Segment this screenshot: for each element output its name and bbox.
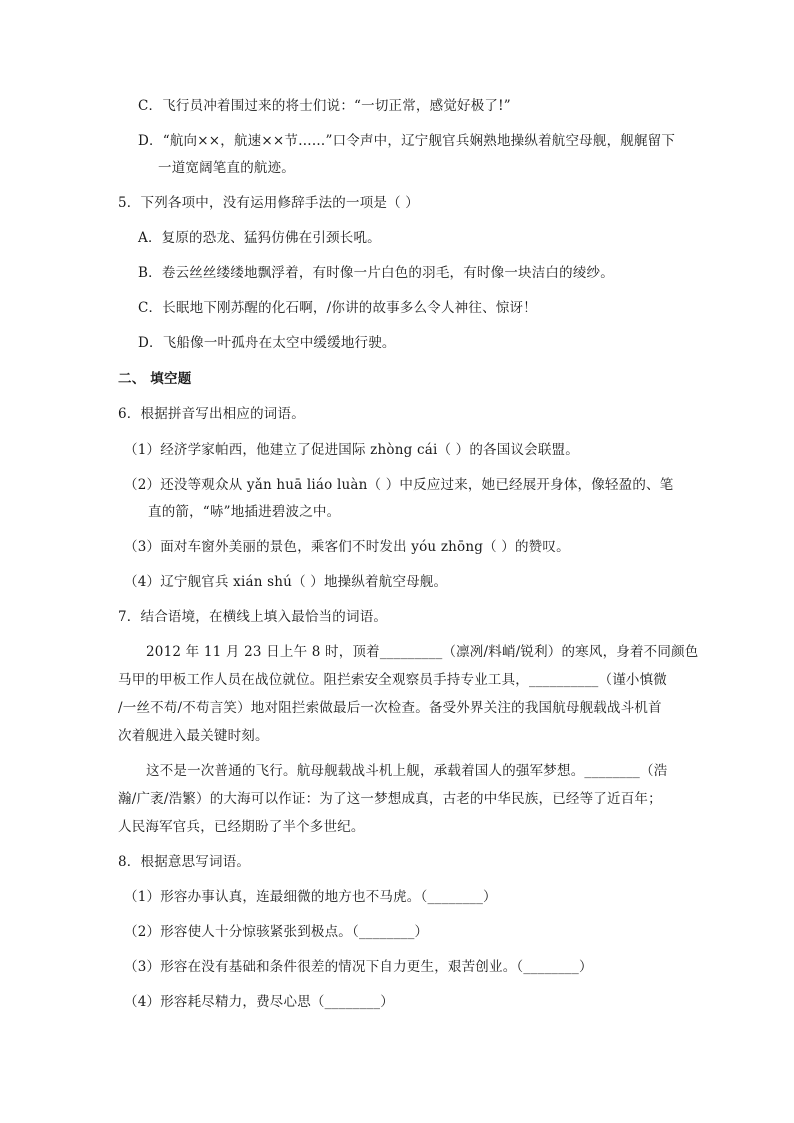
q5-option-b: B．卷云丝丝缕缕地飘浮着，有时像一片白色的羽毛，有时像一块洁白的绫纱。 [138, 265, 614, 281]
q5-option-d: D．飞船像一叶孤舟在太空中缓缓地行驶。 [138, 335, 396, 351]
q6-item-1: （1）经济学家帕西，他建立了促进国际 zhòng cái（ ）的各国议会联盟。 [124, 442, 579, 458]
q6-item-3: （3）面对车窗外美丽的景色，乘客们不时发出 yóu zhōng（ ）的赞叹。 [124, 539, 570, 555]
q4-option-d-line2: 一道宽阔笔直的航迹。 [158, 160, 295, 176]
q8-item-1: （1）形容办事认真，连最细微的地方也不马虎。（________） [124, 889, 497, 905]
q8-item-3: （3）形容在没有基础和条件很差的情况下自力更生，艰苦创业。（________） [124, 959, 593, 975]
q6-item-2-line1: （2）还没等观众从 yǎn huā liáo luàn（ ）中反应过来，她已经展开身体，像轻盈的、笔 [124, 477, 674, 493]
q8-item-4: （4）形容耗尽精力，费尽心思（________） [124, 994, 394, 1010]
q4-option-c: C．飞行员冲着围过来的将士们说：“一切正常，感觉好极了!” [138, 98, 511, 114]
section-fill-in-title: 二、 填空题 [118, 371, 192, 387]
q7-paragraph1-line1: 2012 年 11 月 23 日上午 8 时，顶着_________（凛冽/料峭/锐利）的寒风，身着不同颜色 [146, 644, 699, 660]
q7-paragraph2-line2: 瀚/广袤/浩繁）的大海可以作证：为了这一梦想成真，古老的中华民族，已经等了近百年； [118, 791, 662, 807]
q5-stem: 5．下列各项中，没有运用修辞手法的一项是（ ） [118, 195, 419, 211]
q7-stem: 7．结合语境，在横线上填入最恰当的词语。 [118, 609, 388, 625]
q8-stem: 8．根据意思写词语。 [118, 854, 251, 870]
q7-paragraph1-line2: 马甲的甲板工作人员在战位就位。阻拦索安全观察员手持专业工具，__________（谨小慎微 [118, 672, 667, 688]
q7-paragraph2-line3: 人民海军官兵，已经期盼了半个多世纪。 [118, 819, 365, 835]
q6-stem: 6．根据拼音写出相应的词语。 [118, 406, 305, 422]
q8-item-2: （2）形容使人十分惊骇紧张到极点。（________） [124, 924, 429, 940]
q6-item-2-line2: 直的箭，“哧”地插进碧波之中。 [148, 504, 341, 520]
q4-option-d-line1: D．“航向××，航速××节……”口令声中，辽宁舰官兵娴熟地操纵着航空母舰，舰艉留下 [138, 133, 676, 149]
q5-option-a: A．复原的恐龙、猛犸仿佛在引颈长吼。 [138, 230, 381, 246]
q7-paragraph1-line4: 次着舰进入最关键时刻。 [118, 728, 269, 744]
q7-paragraph1-line3: /一丝不苟/不苟言笑）地对阻拦索做最后一次检查。备受外界关注的我国航母舰载战斗机首 [118, 700, 662, 716]
q7-paragraph2-line1: 这不是一次普通的飞行。航母舰载战斗机上舰，承载着国人的强军梦想。________（浩 [146, 763, 668, 779]
q5-option-c: C．长眠地下刚苏醒的化石啊，/你讲的故事多么令人神往、惊讶！ [138, 300, 537, 316]
q6-item-4: （4）辽宁舰官兵 xián shú（ ）地操纵着航空母舰。 [124, 574, 448, 590]
